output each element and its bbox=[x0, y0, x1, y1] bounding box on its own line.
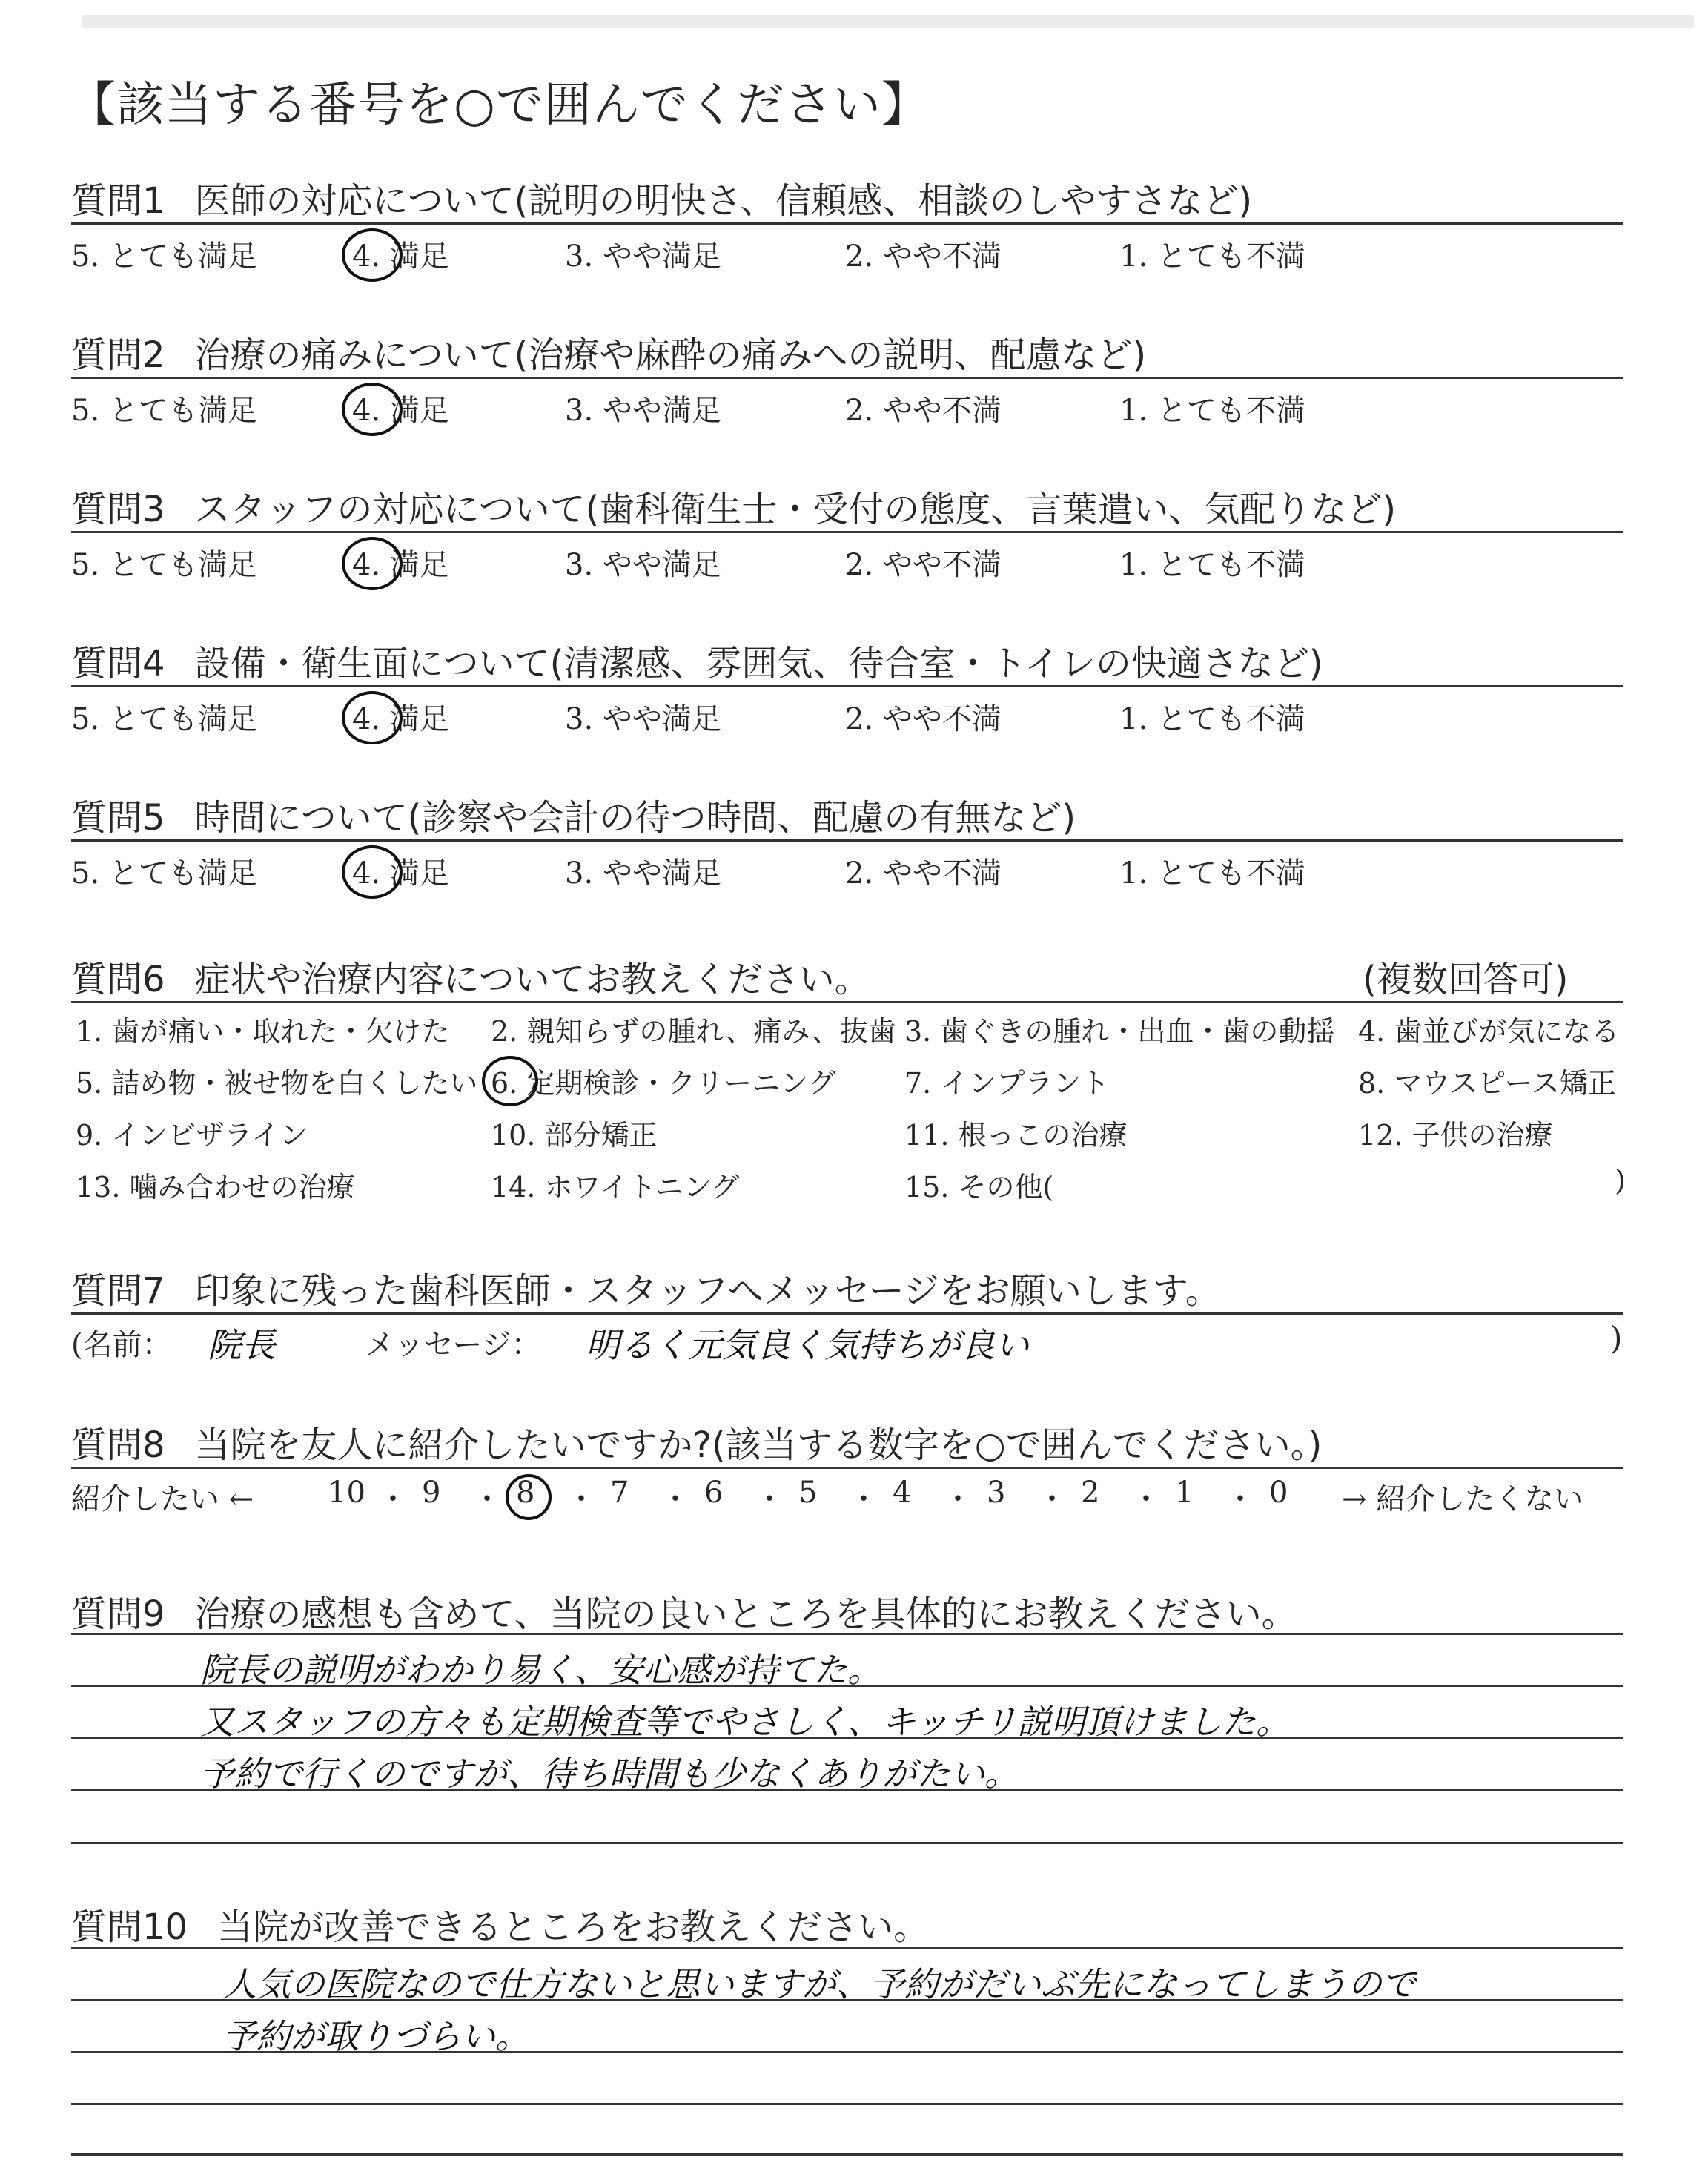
q3-option[interactable]: 2. やや不満 bbox=[845, 548, 1002, 582]
q3-text: スタッフの対応について(歯科衛生士・受付の態度、言葉遣い、気配りなど) bbox=[194, 489, 1397, 530]
q5-option[interactable]: 5. とても満足 bbox=[71, 856, 257, 891]
q2-option[interactable]: 4. 満足 bbox=[352, 394, 449, 428]
q6-option[interactable]: 3. 歯ぐきの腫れ・出血・歯の動揺 bbox=[904, 1015, 1335, 1048]
q8-scale-dot: ・ bbox=[849, 1482, 878, 1516]
selection-circle bbox=[342, 691, 403, 744]
selection-circle bbox=[482, 1056, 538, 1106]
q7-number: 質問7 bbox=[71, 1270, 165, 1312]
q6-option[interactable]: 9. インビザライン bbox=[76, 1119, 308, 1152]
q8-left-label: 紹介したい ← bbox=[71, 1482, 254, 1516]
q4-option[interactable]: 2. やや不満 bbox=[845, 702, 1002, 736]
q10-answer-line bbox=[71, 2153, 1623, 2156]
q6-option[interactable]: 10. 部分矯正 bbox=[491, 1119, 658, 1152]
q1-option[interactable]: 3. やや満足 bbox=[565, 240, 721, 274]
q5-option[interactable]: 2. やや不満 bbox=[845, 856, 1002, 891]
q1-title bbox=[71, 172, 1252, 223]
q2-option[interactable]: 5. とても満足 bbox=[71, 394, 257, 428]
q3-option[interactable]: 5. とても満足 bbox=[71, 548, 257, 582]
q8-number: 質問8 bbox=[71, 1424, 165, 1466]
q6-option[interactable]: 2. 親知らずの腫れ、痛み、抜歯 bbox=[491, 1015, 896, 1048]
q4-title bbox=[71, 635, 1323, 686]
q9-answer-text[interactable]: 又スタッフの方々も定期検査等でやさしく、キッチリ説明頂けました。 bbox=[200, 1702, 1291, 1742]
q9-number: 質問9 bbox=[71, 1593, 165, 1635]
q9-answer-line bbox=[71, 1842, 1623, 1844]
selection-circle bbox=[342, 537, 403, 590]
q7-close-paren: ) bbox=[1610, 1320, 1623, 1356]
q7-name-value[interactable]: 院長 bbox=[208, 1325, 276, 1365]
selection-circle bbox=[342, 228, 403, 282]
q10-number: 質問10 bbox=[71, 1906, 188, 1948]
q10-answer-text[interactable]: 人気の医院なので仕方ないと思いますが、予約がだいぶ先になってしまうので bbox=[222, 1964, 1416, 2004]
q2-text: 治療の痛みについて(治療や麻酔の痛みへの説明、配慮など) bbox=[194, 334, 1147, 376]
q8-title bbox=[71, 1416, 1322, 1467]
q7-message-value[interactable]: 明るく元気良く気持ちが良い bbox=[586, 1325, 1029, 1365]
q6-option[interactable]: 7. インプラント bbox=[904, 1067, 1110, 1100]
q2-number: 質問2 bbox=[71, 334, 165, 376]
q9-title bbox=[71, 1585, 1297, 1636]
q8-scale-number[interactable]: 4 bbox=[893, 1476, 912, 1510]
q8-scale-number[interactable]: 0 bbox=[1269, 1476, 1288, 1510]
q3-option[interactable]: 1. とても不満 bbox=[1119, 548, 1305, 582]
q6-option[interactable]: 4. 歯並びが気になる bbox=[1358, 1015, 1620, 1048]
q8-scale-number[interactable]: 7 bbox=[610, 1476, 629, 1510]
q8-scale-dot: ・ bbox=[755, 1482, 784, 1516]
q10-answer-text[interactable]: 予約が取りづらい。 bbox=[222, 2016, 529, 2056]
q6-title bbox=[71, 951, 870, 1002]
q5-option[interactable]: 4. 満足 bbox=[352, 856, 449, 891]
q8-scale-number[interactable]: 1 bbox=[1175, 1476, 1194, 1510]
q4-number: 質問4 bbox=[71, 643, 165, 684]
q7-text: 印象に残った歯科医師・スタッフへメッセージをお願いします。 bbox=[194, 1270, 1221, 1312]
q4-option[interactable]: 1. とても不満 bbox=[1119, 702, 1305, 736]
q6-option[interactable]: 6. 定期検診・クリーニング bbox=[491, 1067, 836, 1100]
q1-option[interactable]: 1. とても不満 bbox=[1119, 240, 1305, 274]
q6-number: 質問6 bbox=[71, 959, 165, 1000]
q3-rule bbox=[71, 531, 1623, 533]
q6-note: (複数回答可) bbox=[1363, 959, 1569, 1000]
selection-circle bbox=[342, 845, 403, 899]
q9-answer-text[interactable]: 院長の説明がわかり易く、安心感が持てた。 bbox=[200, 1650, 882, 1690]
q1-option[interactable]: 5. とても満足 bbox=[71, 240, 257, 274]
q5-rule bbox=[71, 839, 1623, 842]
q2-title bbox=[71, 326, 1146, 377]
q4-rule bbox=[71, 685, 1623, 687]
q4-text: 設備・衛生面について(清潔感、雰囲気、待合室・トイレの快適さなど) bbox=[194, 643, 1323, 684]
q7-rule bbox=[71, 1312, 1623, 1315]
q8-scale-dot: ・ bbox=[661, 1482, 690, 1516]
q8-scale-number[interactable]: 6 bbox=[704, 1476, 724, 1510]
selection-circle bbox=[342, 383, 403, 436]
q7-message-label: メッセージ： bbox=[365, 1328, 541, 1362]
q6-option[interactable]: ) bbox=[1615, 1164, 1626, 1197]
q2-rule bbox=[71, 377, 1623, 379]
scan-edge bbox=[82, 15, 1694, 28]
q6-option[interactable]: 11. 根っこの治療 bbox=[904, 1119, 1128, 1152]
q6-rule bbox=[71, 1001, 1623, 1003]
q8-scale-number[interactable]: 3 bbox=[987, 1476, 1006, 1510]
q8-scale-number[interactable]: 5 bbox=[798, 1476, 818, 1510]
q5-number: 質問5 bbox=[71, 797, 165, 839]
q2-option[interactable]: 2. やや不満 bbox=[845, 394, 1002, 428]
q6-option[interactable]: 1. 歯が痛い・取れた・欠けた bbox=[76, 1015, 450, 1048]
q10-text: 当院が改善できるところをお教えください。 bbox=[217, 1906, 930, 1948]
q8-rule bbox=[71, 1467, 1623, 1469]
q10-answer-line bbox=[71, 1947, 1623, 1949]
q6-option[interactable]: 15. その他( bbox=[904, 1171, 1054, 1203]
q6-option[interactable]: 5. 詰め物・被せ物を白くしたい bbox=[76, 1067, 478, 1100]
q10-answer-line bbox=[71, 2103, 1623, 2105]
q9-answer-line bbox=[71, 1633, 1623, 1635]
q7-title bbox=[71, 1262, 1221, 1313]
q6-option[interactable]: 13. 噛み合わせの治療 bbox=[76, 1171, 355, 1203]
q4-option[interactable]: 4. 満足 bbox=[352, 702, 449, 736]
q1-number: 質問1 bbox=[71, 180, 165, 222]
q5-text: 時間について(診察や会計の待つ時間、配慮の有無など) bbox=[194, 797, 1076, 839]
q9-answer-text[interactable]: 予約で行くのですが、待ち時間も少なくありがたい。 bbox=[200, 1754, 1019, 1794]
q8-scale-dot: ・ bbox=[1131, 1482, 1161, 1516]
q8-scale-number[interactable]: 2 bbox=[1081, 1476, 1100, 1510]
q4-option[interactable]: 5. とても満足 bbox=[71, 702, 257, 736]
q2-option[interactable]: 1. とても不満 bbox=[1119, 394, 1305, 428]
q3-option[interactable]: 4. 満足 bbox=[352, 548, 449, 582]
q8-scale-dot: ・ bbox=[566, 1482, 596, 1516]
q1-option[interactable]: 2. やや不満 bbox=[845, 240, 1002, 274]
q10-title bbox=[71, 1898, 929, 1949]
q5-option[interactable]: 1. とても不満 bbox=[1119, 856, 1305, 891]
q3-title bbox=[71, 480, 1396, 532]
q6-option[interactable]: 14. ホワイトニング bbox=[491, 1171, 740, 1203]
q8-scale-dot: ・ bbox=[1225, 1482, 1255, 1516]
q8-scale-dot: ・ bbox=[943, 1482, 973, 1516]
q1-text: 医師の対応について(説明の明快さ、信頼感、相談のしやすさなど) bbox=[194, 180, 1253, 222]
q8-scale-number[interactable]: 10 bbox=[328, 1476, 365, 1510]
selection-circle bbox=[506, 1474, 552, 1520]
q5-title bbox=[71, 789, 1076, 840]
q5-option[interactable]: 3. やや満足 bbox=[565, 856, 721, 891]
q2-option[interactable]: 3. やや満足 bbox=[565, 394, 721, 428]
q3-number: 質問3 bbox=[71, 489, 165, 530]
q6-option[interactable]: 12. 子供の治療 bbox=[1358, 1119, 1553, 1152]
q7-name-label: (名前： bbox=[71, 1328, 172, 1362]
q6-option[interactable]: 8. マウスピース矯正 bbox=[1358, 1067, 1616, 1100]
q8-scale-number[interactable]: 8 bbox=[516, 1476, 535, 1510]
q9-text: 治療の感想も含めて、当院の良いところを具体的にお教えください。 bbox=[194, 1593, 1297, 1635]
q1-rule bbox=[71, 222, 1623, 225]
q4-option[interactable]: 3. やや満足 bbox=[565, 702, 721, 736]
q8-scale-number[interactable]: 9 bbox=[422, 1476, 441, 1510]
q3-option[interactable]: 3. やや満足 bbox=[565, 548, 721, 582]
q1-option[interactable]: 4. 満足 bbox=[352, 240, 449, 274]
q6-text: 症状や治療内容についてお教えください。 bbox=[194, 959, 870, 1000]
q8-scale-dot: ・ bbox=[1037, 1482, 1067, 1516]
q8-scale-dot: ・ bbox=[378, 1482, 408, 1516]
q8-right-label: → 紹介したくない bbox=[1342, 1482, 1584, 1516]
q8-text: 当院を友人に紹介したいですか?(該当する数字を○で囲んでください。) bbox=[194, 1424, 1323, 1466]
page-title: 【該当する番号を○で囲んでください】 bbox=[68, 78, 930, 133]
q8-scale-dot: ・ bbox=[472, 1482, 502, 1516]
